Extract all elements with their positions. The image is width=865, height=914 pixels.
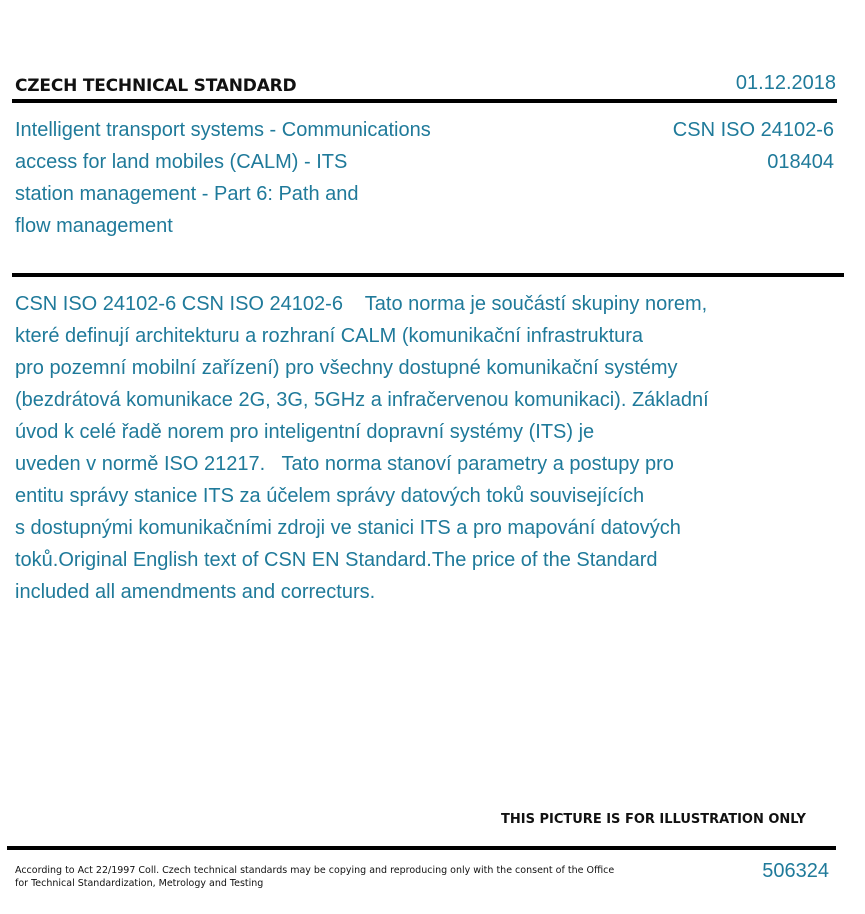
description-line: entitu správy stanice ITS za účelem správy datových toků souvisejících — [15, 485, 645, 507]
description-line: toků.Original English text of CSN EN Standard.The price of the Standard — [15, 549, 658, 571]
legal-notice — [15, 864, 615, 890]
description-line: included all amendments and correcturs. — [15, 581, 376, 603]
standard-type-heading: CZECH TECHNICAL STANDARD — [15, 76, 297, 96]
legal-notice-line: According to Act 22/1997 Coll. Czech technical standards may be copying and reproducing only with the consent of the Office — [15, 865, 615, 876]
document-number: 506324 — [762, 860, 829, 882]
description-line: pro pozemní mobilní zařízení) pro všechny dostupné komunikační systémy — [15, 357, 678, 379]
middle-divider — [12, 273, 844, 277]
description-line: s dostupnými komunikačními zdroji ve stanici ITS a pro mapování datových — [15, 517, 681, 539]
publication-date: 01.12.2018 — [735, 72, 836, 94]
description-line: (bezdrátová komunikace 2G, 3G, 5GHz a infračervenou komunikaci). Základní — [15, 389, 709, 411]
description-line: úvod k celé řadě norem pro inteligentní dopravní systémy (ITS) je — [15, 421, 595, 443]
standard-description — [15, 288, 775, 608]
bottom-divider — [7, 846, 836, 850]
description-line: CSN ISO 24102-6 CSN ISO 24102-6 Tato norma je součástí skupiny norem, — [15, 293, 708, 315]
description-line: uveden v normě ISO 21217. Tato norma stanoví parametry a postupy pro — [15, 453, 674, 475]
standard-code: CSN ISO 24102-6 — [672, 119, 834, 141]
standard-title-line: Intelligent transport systems - Communications — [15, 119, 431, 141]
class-number: 018404 — [767, 151, 834, 173]
standard-title-line: flow management — [15, 215, 173, 237]
description-line: které definují architekturu a rozhraní CALM (komunikační infrastruktura — [15, 325, 644, 347]
standard-title-line: station management - Part 6: Path and — [15, 183, 359, 205]
standard-identifier — [673, 114, 834, 178]
illustration-note: THIS PICTURE IS FOR ILLUSTRATION ONLY — [501, 812, 806, 827]
top-divider — [12, 99, 837, 103]
legal-notice-line: for Technical Standardization, Metrology and Testing — [15, 878, 264, 889]
standard-title-line: access for land mobiles (CALM) - ITS — [15, 151, 348, 173]
standard-title — [15, 114, 485, 242]
